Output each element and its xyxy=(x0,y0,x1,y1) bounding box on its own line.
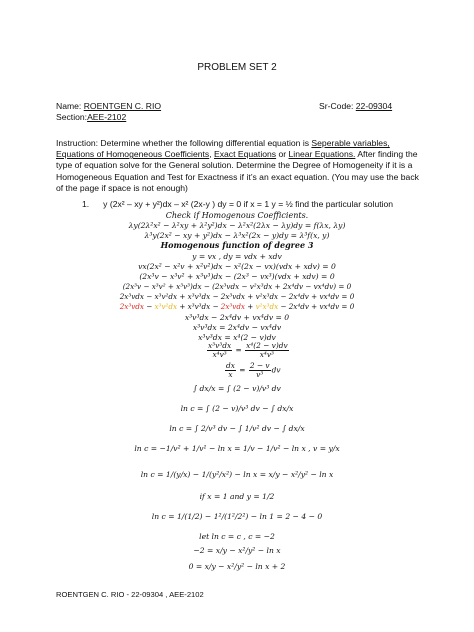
type-linear: Linear Equations. xyxy=(288,149,356,160)
instruction-rest: After finding the type of equation solve for the General solution. Determine the Degree of Homogeneity if it is a Homogeneous Equation and Test for Exactness if it’s an exact equation. (You may use the back of the page if space is not enough) xyxy=(56,149,419,193)
l15-rnum: 2 − v xyxy=(249,361,270,370)
work-line-21: if x = 1 and y = 1/2 xyxy=(199,492,275,501)
work-line-11: x³v³dx − 2x⁴dv + vx⁴dv = 0 xyxy=(184,313,290,322)
work-line-6: vx(2x² − x²v + x²v²)dx − x²(2x − vx)(vdx + xdv) = 0 xyxy=(138,262,336,271)
srcode-label: Sr-Code: xyxy=(319,101,356,111)
l15-dv: dv xyxy=(271,365,281,375)
work-line-3: λ³y(2x² − xy + y²)dx − λ³x²(2x − y)dy = λ³f(x, y) xyxy=(144,231,330,240)
work-line-20: ln c = 1/(y/x) − 1/(y²/x²) − ln x = x/y − x²/y² − ln x xyxy=(140,470,334,479)
cancel-yellow-2: v²x³dx xyxy=(255,302,279,311)
work-line-15 xyxy=(224,362,281,379)
srcode-value: 22-09304 xyxy=(355,101,393,111)
l10-part-d: + x³v³dx − xyxy=(177,302,221,311)
type-exact: Exact Equations xyxy=(213,149,277,160)
work-line-18: ln c = ∫ 2/v³ dv − ∫ 1/v² dv − ∫ dx/x xyxy=(169,424,305,433)
srcode-line xyxy=(319,101,392,112)
work-line-12: x³v³dx = 2x⁴dv − vx⁴dv xyxy=(192,323,282,332)
page-footer: ROENTGEN C. RIO - 22-09304 , AEE-2102 xyxy=(56,590,204,599)
work-line-13: x³v³dx = x⁴(2 − v)dv xyxy=(198,333,276,342)
type-homogeneous: Equations of Homogeneous Coefficients xyxy=(56,149,210,160)
l14-rden: x⁴v³ xyxy=(259,350,274,359)
work-line-10 xyxy=(0,302,474,311)
l15-rden: v³ xyxy=(256,370,264,379)
problem-statement xyxy=(82,199,393,209)
work-line-25: 0 = x/y − x²/y² − ln x + 2 xyxy=(188,562,286,571)
work-line-2: λy(2λ²x² − λ²xy + λ²y²)dx − λ²x²(2λx − λy)dy = f(λx, λy) xyxy=(128,221,346,230)
l10-part-f: + xyxy=(245,302,256,311)
l15-den: x xyxy=(228,370,233,379)
l10-part-b: − xyxy=(143,302,155,311)
problem-number: 1. xyxy=(82,199,90,209)
work-line-17: ln c = ∫ (2 − v)/v³ dv − ∫ dx/x xyxy=(180,404,294,413)
l14-den: x⁴v³ xyxy=(212,350,227,359)
problem-text: y (2x² – xy + y²)dx – x² (2x-y ) dy = 0 if x = 1 y = ½ find the particular solution xyxy=(103,199,394,209)
instruction-lead: Instruction: Determine whether the following differential equation is xyxy=(56,138,312,148)
l14-num: x³v³dx xyxy=(208,341,232,350)
work-check-heading: Check if Homogenous Coefficients. xyxy=(165,211,309,220)
l15-eq: = xyxy=(236,365,248,375)
l10-part-h: − 2x⁴dv + vx⁴dv = 0 xyxy=(278,302,355,311)
work-degree-heading: Homogenous function of degree 3 xyxy=(160,240,314,250)
work-line-19: ln c = −1/v² + 1/v¹ − ln x = 1/v − 1/v² − ln x , v = y/x xyxy=(134,444,340,453)
page-title: PROBLEM SET 2 xyxy=(197,62,277,73)
cancel-red-1: 2x³vdx xyxy=(119,302,144,311)
work-line-7: (2x³v − x³v² + x³v³)dx − (2x³ − vx³)(vdx + xdv) = 0 xyxy=(139,272,335,281)
work-line-9: 2x³vdx − x³v²dx + x³v³dx − 2x³vdx + v²x³dx − 2x⁴dv + vx⁴dv = 0 xyxy=(119,292,355,301)
work-line-14 xyxy=(206,342,290,359)
cancel-red-2: 2x³vdx xyxy=(220,302,245,311)
l14-rnum: x⁴(2 − v)dv xyxy=(246,341,288,350)
sep-2: or xyxy=(276,149,289,160)
sep-1: , xyxy=(209,149,214,160)
l14-eq: = xyxy=(233,345,245,355)
l15-num: dx xyxy=(226,361,235,370)
name-label: Name: xyxy=(56,101,84,111)
work-line-24: −2 = x/y − x²/y² − ln x xyxy=(193,546,281,555)
section-label: Section: xyxy=(56,112,88,122)
instruction-paragraph xyxy=(56,138,428,194)
name-line xyxy=(56,101,161,112)
cancel-yellow-1: x³v²dx xyxy=(154,302,178,311)
section-value: AEE-2102 xyxy=(87,112,127,122)
name-value: ROENTGEN C. RIO xyxy=(83,101,162,111)
work-line-23: let ln c = c , c = −2 xyxy=(199,532,275,541)
work-line-8: (2x³v − x³v² + x³v³)dx − (2x³vdx − v²x³dx + 2x⁴dv − vx⁴dv) = 0 xyxy=(122,282,352,291)
work-line-22: ln c = 1/(1/2) − 1²/(1²/2²) − ln 1 = 2 − 4 − 0 xyxy=(151,512,323,521)
section-line xyxy=(56,112,126,123)
type-separable: Seperable variables, xyxy=(311,138,390,148)
work-line-5: y = vx , dy = vdx + xdv xyxy=(192,252,282,261)
work-line-16: ∫ dx/x = ∫ (2 − v)/v³ dv xyxy=(193,384,281,393)
